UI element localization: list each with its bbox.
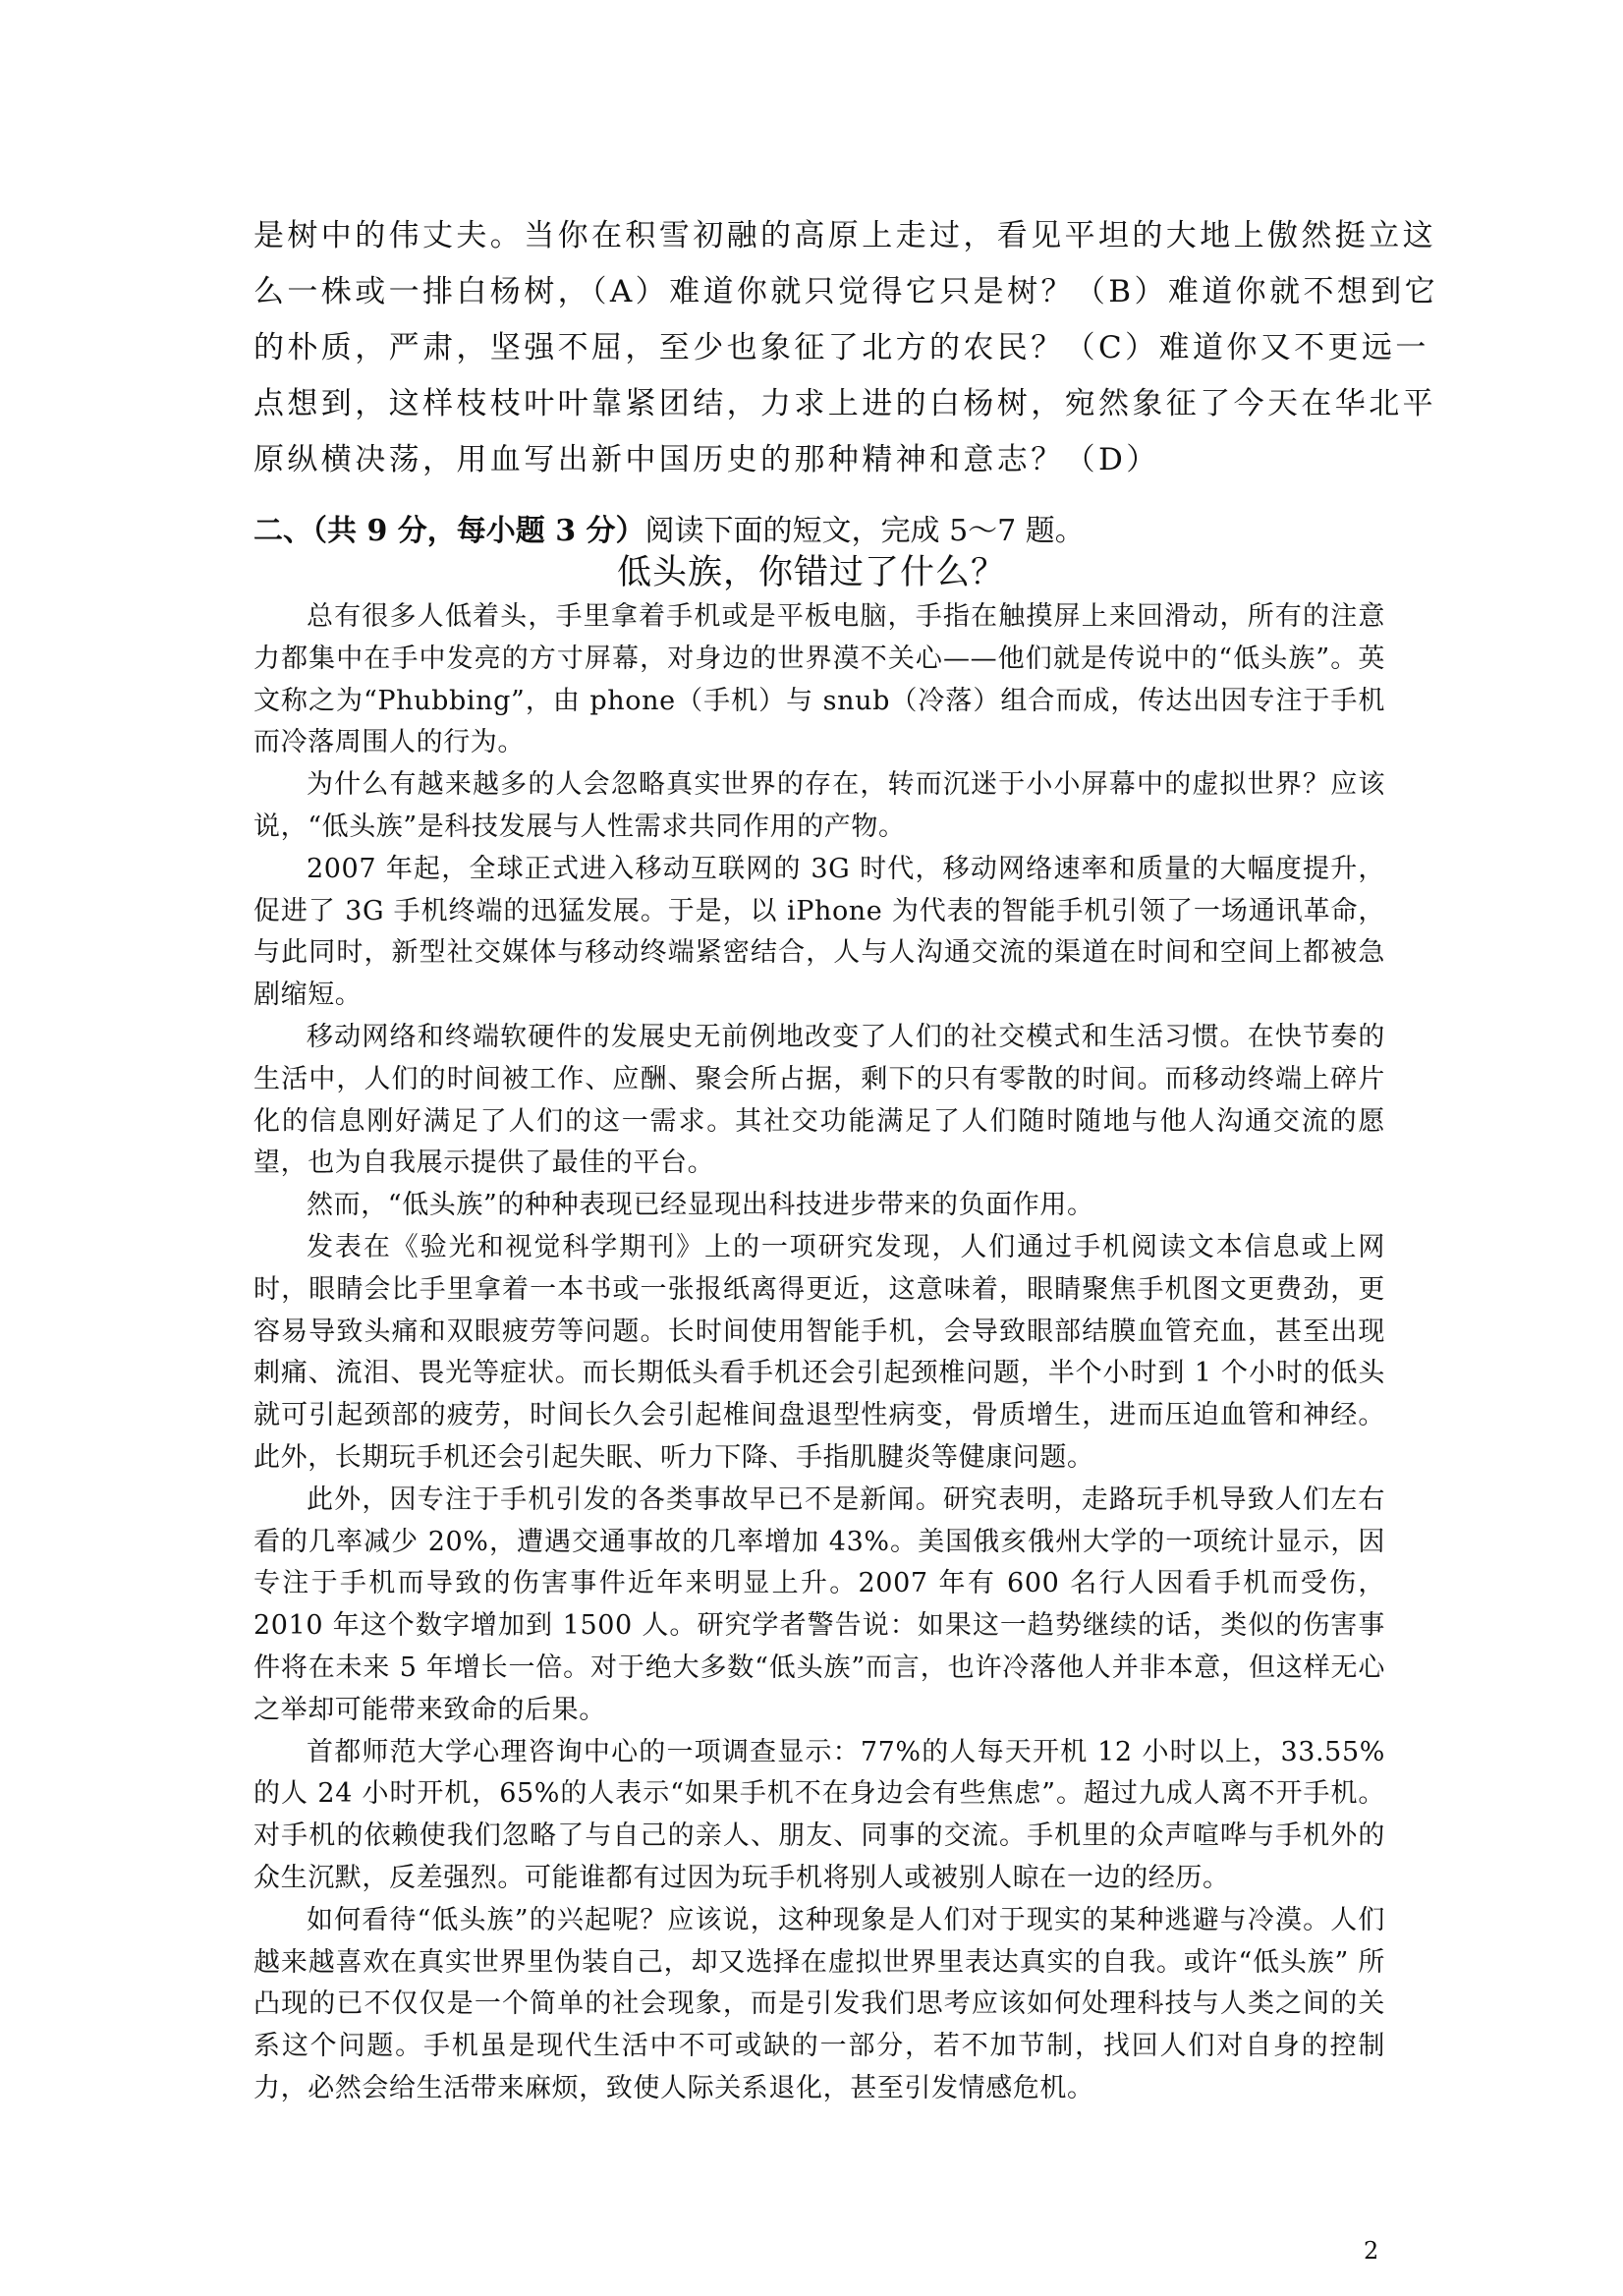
passage-line: 的朴质，严肃，坚强不屈，至少也象征了北方的农民？（C）难道你又不更远一 bbox=[253, 330, 1429, 365]
previous-passage-continuation bbox=[253, 208, 1439, 488]
article-title: 低头族，你错过了什么？ bbox=[616, 553, 1006, 592]
article-paragraph: 首都师范大学心理咨询中心的一项调查显示：77%的人每天开机 12 小时以上，33.55%的人 24 小时开机，65%的人表示“如果手机不在身边会有些焦虑”。超过九成人离不开手机。对手机的依赖使我们忽略了与自己的亲人、朋友、同事的交流。手机里的众声喧哗与手机外的众生沉默，反差强烈。可能谁都有过因为玩手机将别人或被别人晾在一边的经历。 bbox=[253, 1736, 1385, 1893]
article-paragraph: 然而，“低头族”的种种表现已经显现出科技进步带来的负面作用。 bbox=[307, 1190, 1094, 1221]
passage-line: 原纵横决荡，用血写出新中国历史的那种精神和意志？（D） bbox=[253, 442, 1160, 477]
passage-line: 点想到，这样枝枝叶叶靠紧团结，力求上进的白杨树，宛然象征了今天在华北平 bbox=[253, 386, 1436, 421]
section-header bbox=[253, 513, 1385, 550]
article-paragraph: 总有很多人低着头，手里拿着手机或是平板电脑，手指在触摸屏上来回滑动，所有的注意力都集中在手中发亮的方寸屏幕，对身边的世界漠不关心——他们就是传说中的“低头族”。英文称之为“Phubbing”，由 phone（手机）与 snub（冷落）组合而成，传达出因专注于手机而冷落周围人的行为。 bbox=[253, 601, 1385, 758]
article-paragraph: 此外，因专注于手机引发的各类事故早已不是新闻。研究表明，走路玩手机导致人们左右看的几率减少 20%，遭遇交通事故的几率增加 43%。美国俄亥俄州大学的一项统计显示，因专注于手机而导致的伤害事件近年来明显上升。2007 年有 600 名行人因看手机而受伤，2010 年这个数字增加到 1500 人。研究学者警告说：如果这一趋势继续的话，类似的伤害事件将在未来 5 年增长一倍。对于绝大多数“低头族”而言，也许冷落他人并非本意，但这样无心之举却可能带来致命的后果。 bbox=[253, 1484, 1385, 1725]
passage-line: 是树中的伟丈夫。当你在积雪初融的高原上走过，看见平坦的大地上傲然挺立这 bbox=[253, 218, 1436, 253]
article-paragraph: 为什么有越来越多的人会忽略真实世界的存在，转而沉迷于小小屏幕中的虚拟世界？应该说，“低头族”是科技发展与人性需求共同作用的产物。 bbox=[253, 769, 1385, 842]
section-number: 二、 bbox=[253, 514, 312, 548]
section-score: （共 9 分，每小题 3 分） bbox=[312, 514, 645, 548]
article-paragraph: 发表在《验光和视觉科学期刊》上的一项研究发现，人们通过手机阅读文本信息或上网时，眼睛会比手里拿着一本书或一张报纸离得更近，这意味着，眼睛聚焦手机图文更费劲，更容易导致头痛和双眼疲劳等问题。长时间使用智能手机，会导致眼部结膜血管充血，甚至出现刺痛、流泪、畏光等症状。而长期低头看手机还会引起颈椎问题，半个小时到 1 个小时的低头就可引起颈部的疲劳，时间长久会引起椎间盘退型性病变，骨质增生，进而压迫血管和神经。此外，长期玩手机还会引起失眠、听力下降、手指肌腱炎等健康问题。 bbox=[253, 1231, 1385, 1473]
article-paragraph: 移动网络和终端软硬件的发展史无前例地改变了人们的社交模式和生活习惯。在快节奏的生活中，人们的时间被工作、应酬、聚会所占据，剩下的只有零散的时间。而移动终端上碎片化的信息刚好满足了人们的这一需求。其社交功能满足了人们随时随地与他人沟通交流的愿望，也为自我展示提供了最佳的平台。 bbox=[253, 1021, 1385, 1179]
passage-line: 么一株或一排白杨树，（A）难道你就只觉得它只是树？（B）难道你就不想到它 bbox=[253, 274, 1439, 309]
article-paragraph: 如何看待“低头族”的兴起呢？应该说，这种现象是人们对于现实的某种逃避与冷漠。人们越来越喜欢在真实世界里伪装自己，却又选择在虚拟世界里表达真实的自我。或许“低头族” 所凸现的已不仅仅是一个简单的社会现象，而是引发我们思考应该如何处理科技与人类之间的关系这个问题。手机虽是现代生活中不可或缺的一部分，若不加节制，找回人们对自身的控制力，必然会给生活带来麻烦，致使人际关系退化，甚至引发情感危机。 bbox=[253, 1904, 1385, 2103]
page-number: 2 bbox=[1364, 2237, 1379, 2265]
article-body bbox=[253, 596, 1385, 2110]
section-instruction: 阅读下面的短文，完成 5～7 题。 bbox=[644, 514, 1085, 548]
article-paragraph: 2007 年起，全球正式进入移动互联网的 3G 时代，移动网络速率和质量的大幅度提升，促进了 3G 手机终端的迅猛发展。于是，以 iPhone 为代表的智能手机引领了一场通讯革命，与此同时，新型社交媒体与移动终端紧密结合，人与人沟通交流的渠道在时间和空间上都被急剧缩短。 bbox=[253, 853, 1385, 1011]
